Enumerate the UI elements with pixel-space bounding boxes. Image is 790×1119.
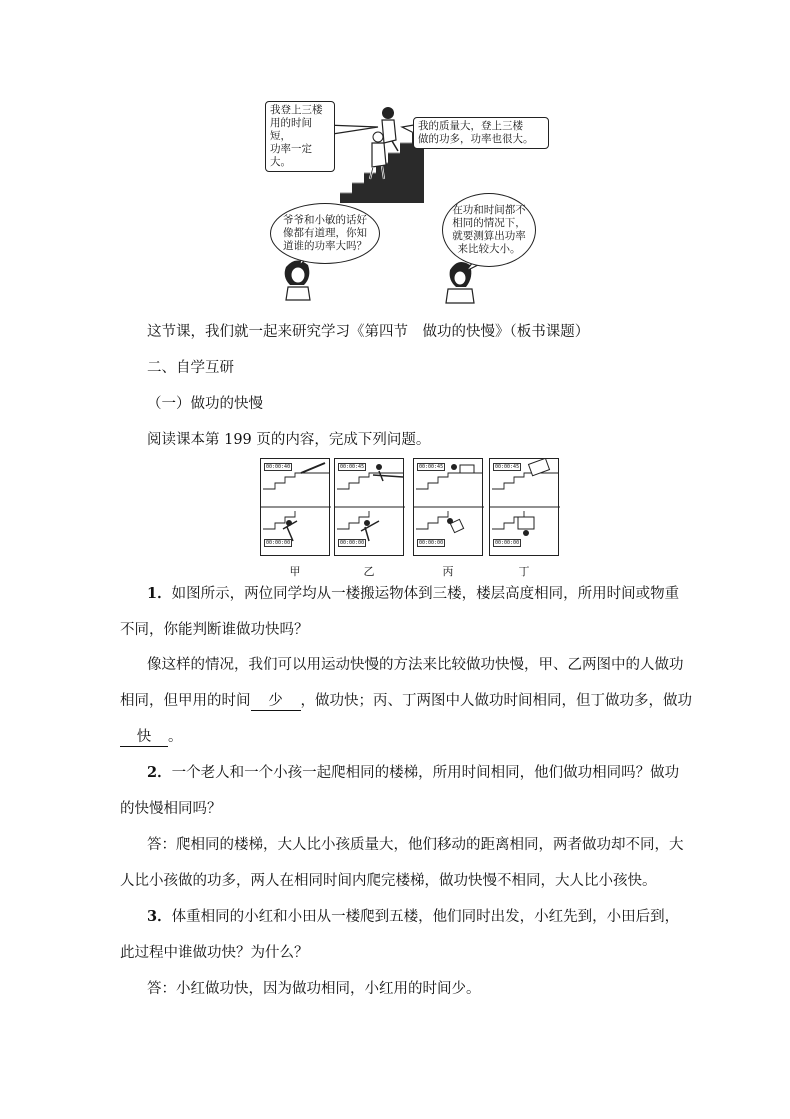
q2-question xyxy=(147,763,679,783)
stairs-drawing xyxy=(335,459,405,557)
girl-figure xyxy=(285,260,310,300)
panel-yi xyxy=(334,458,404,556)
timer-bottom: 00:00:00 xyxy=(495,540,520,546)
bubble-xiaomin: 我的质量大，登上三楼 做的功多，功率也很大。 xyxy=(413,117,549,149)
q3-number: 3． xyxy=(147,908,172,925)
stairs-drawing xyxy=(490,459,560,557)
blank-answer-1: 少 xyxy=(251,692,301,711)
panel-ding xyxy=(489,458,559,556)
q1-number: 1． xyxy=(147,585,172,602)
blank-answer-2: 快 xyxy=(120,728,168,747)
read-instruction: 阅读课本第 199 页的内容，完成下列问题。 xyxy=(147,432,431,448)
panel-label-yi: 乙 xyxy=(363,565,375,578)
bubble-boy: 在功和时间都不 相同的情况下， 就要测算出功率 来比较大小。 xyxy=(442,193,536,267)
q3-question xyxy=(147,907,679,927)
bubble-grandpa: 我登上三楼 用的时间短， 功率一定大。 xyxy=(265,101,335,172)
q2-line2: 的快慢相同吗？ xyxy=(120,801,222,817)
q1-para2-b: ，做功快；丙、丁两图中人做功时间相同，但丁做功多，做功 xyxy=(300,693,692,709)
stairs-drawing xyxy=(261,459,331,557)
timer-bottom: 00:00:00 xyxy=(266,540,291,546)
timer-bottom: 00:00:00 xyxy=(340,540,365,546)
timer-top: 00:00:45 xyxy=(495,464,520,470)
bubble-girl: 爷爷和小敏的话好 像都有道理，你知 道谁的功率大吗？ xyxy=(270,203,380,264)
q2-answer-1: 答：爬相同的楼梯，大人比小孩质量大，他们移动的距离相同，两者做功却不同，大 xyxy=(147,837,684,853)
panel-jia xyxy=(260,458,330,556)
q1-line2: 不同，你能判断谁做功快吗？ xyxy=(120,622,309,638)
q1-para3 xyxy=(120,727,183,747)
q2-answer-2: 人比小孩做的功多，两人在相同时间内爬完楼梯，做功快慢不相同，大人比小孩快。 xyxy=(120,873,657,889)
intro-text: 这节课，我们就一起来研究学习《第四节 做功的快慢》（板书课题） xyxy=(147,324,590,340)
q3-line1: 体重相同的小红和小田从一楼爬到五楼，他们同时出发，小红先到，小田后到， xyxy=(171,909,680,925)
q1-para2 xyxy=(120,691,692,711)
timer-top: 00:00:40 xyxy=(266,464,291,470)
timer-bottom: 00:00:00 xyxy=(419,540,444,546)
q1-question xyxy=(147,584,679,604)
panel-bing xyxy=(413,458,483,556)
q2-number: 2． xyxy=(147,764,172,781)
q3-answer: 答：小红做功快，因为做功相同，小红用的时间少。 xyxy=(147,981,481,997)
q3-line2: 此过程中谁做功快？为什么？ xyxy=(120,945,309,961)
timer-top: 00:00:45 xyxy=(419,464,444,470)
q1-para2-a: 相同，但甲用的时间 xyxy=(120,693,251,709)
panel-label-bing: 丙 xyxy=(442,565,454,578)
panel-label-ding: 丁 xyxy=(518,565,530,578)
q1-para3-end: 。 xyxy=(168,729,183,745)
top-illustration xyxy=(260,95,560,310)
timer-top: 00:00:45 xyxy=(340,464,365,470)
sub-heading: （一）做功的快慢 xyxy=(147,396,263,412)
stairs-drawing xyxy=(414,459,484,557)
section-heading: 二、自学互研 xyxy=(147,360,234,376)
q2-line1: 一个老人和一个小孩一起爬相同的楼梯，所用时间相同，他们做功相同吗？做功 xyxy=(171,765,680,781)
panel-label-jia: 甲 xyxy=(289,565,301,578)
q1-line1: 如图所示，两位同学均从一楼搬运物体到三楼，楼层高度相同，所用时间或物重 xyxy=(171,586,680,602)
q1-para1: 像这样的情况，我们可以用运动快慢的方法来比较做功快慢，甲、乙两图中的人做功 xyxy=(147,657,684,673)
